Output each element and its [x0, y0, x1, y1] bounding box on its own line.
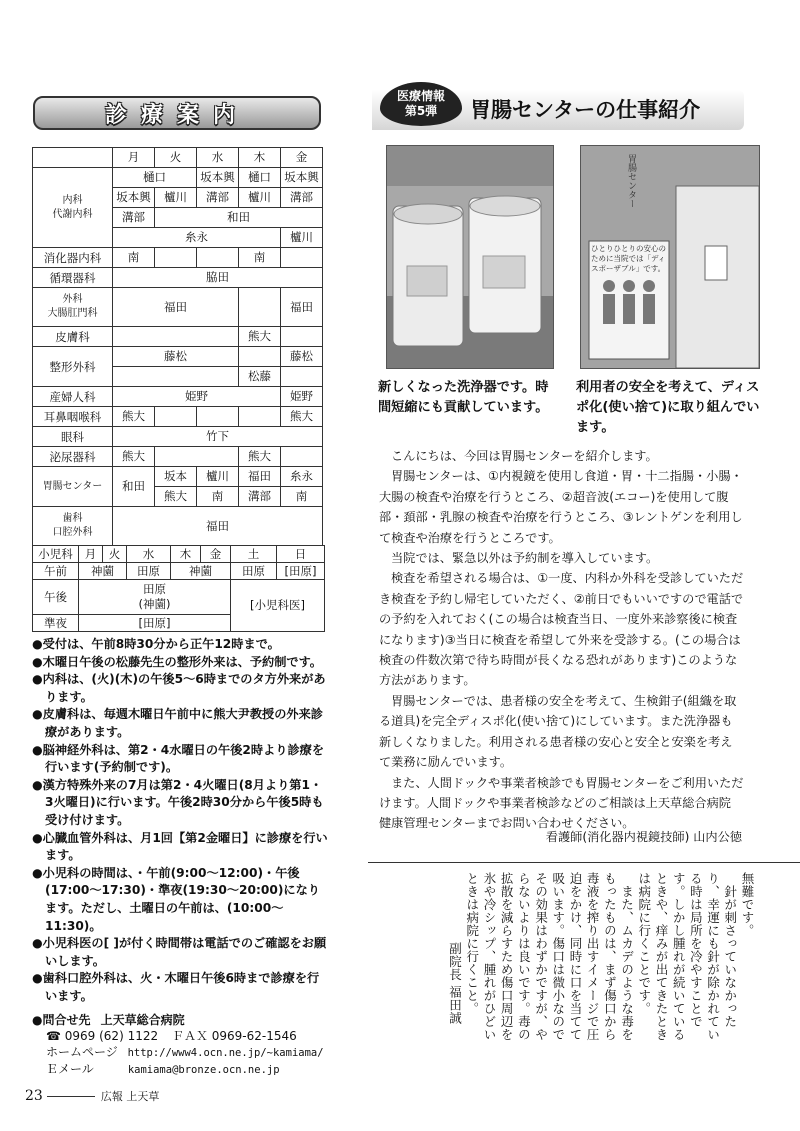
doctor-cell: 南 [239, 248, 281, 268]
doctor-cell: 南 [113, 248, 155, 268]
doctor-cell: 櫨川 [281, 228, 323, 248]
note-item: ●小児科医の[ ]が付く時間帯は電話でのご確認をお願いします。 [32, 936, 327, 968]
department-name: 歯科 [62, 513, 83, 524]
doctor-cell [281, 447, 323, 467]
doctor-cell: 熊大 [155, 487, 197, 507]
note-item: ●小児科の時間は、・午前(9:00～12:00)・午後(17:00～17:30)・準夜(19:30～20:00)になります。ただし、土曜日の午前は、(10:00～11:30)。 [32, 865, 320, 933]
pediatric-cell: 田原 [231, 563, 277, 580]
doctor-cell: 南 [281, 487, 323, 507]
doctor-cell: 櫨川 [155, 188, 197, 208]
department-name: 内科 [62, 194, 83, 206]
doctor-cell: 藤松 [281, 347, 323, 367]
doctor-cell: 溝部 [197, 188, 239, 208]
schedule-row [33, 507, 323, 546]
pediatric-pm-main: 田原 [143, 582, 166, 596]
footer-rule [47, 1096, 95, 1097]
article-paragraph: また、人間ドックや事業者検診でも胃腸センターをご利用いただけます。人間ドックや事業者検診などのご相談は上天草総合病院 健康管理センターまでお問い合わせください。 [379, 775, 744, 831]
doctor-cell: 松藤 [239, 367, 281, 387]
note-item: ●木曜日午後の松藤先生の整形外来は、予約制です。 [32, 654, 322, 669]
doctor-cell: 樋口 [113, 168, 197, 188]
doctor-cell [155, 248, 197, 268]
phone-line [32, 1028, 332, 1044]
email-link[interactable]: kamiama@bronze.ocn.ne.jp [127, 1064, 280, 1076]
weekday-header: 水 [197, 148, 239, 168]
doctor-cell: 南 [197, 487, 239, 507]
department-cell [33, 467, 113, 507]
department-cell [33, 447, 113, 467]
article-signature: 看護師(消化器内視鏡技師) 山内公徳 [545, 830, 742, 844]
doctor-cell: 和田 [155, 208, 323, 228]
pediatric-cell: 田原 [127, 563, 171, 580]
doctor-cell: 樋口 [239, 168, 281, 188]
doctor-cell: 溝部 [281, 188, 323, 208]
homepage-label: ホームページ [46, 1045, 118, 1059]
doctor-cell: 福田 [113, 507, 323, 546]
article-title: 胃腸センターの仕事紹介 [470, 98, 701, 122]
contact-block [32, 1012, 332, 1078]
doctor-cell: 姫野 [281, 387, 323, 407]
department-name: 胃腸センター [42, 480, 103, 492]
note-item: ●脳神経外科は、第2・4水曜日の午後2時より診療を行います(予約制です)。 [32, 742, 325, 775]
pediatric-cell: 神薗 [171, 563, 231, 580]
doctor-cell: 竹下 [113, 427, 323, 447]
publication-name: 広報 上天草 [100, 1090, 160, 1103]
doctor-cell: 櫨川 [239, 188, 281, 208]
article-paragraph: こんにちは、今回は胃腸センターを紹介します。 [391, 449, 658, 463]
doctor-cell: 姫野 [113, 387, 281, 407]
department-name: 眼科 [61, 429, 84, 444]
pediatric-pm-cell [79, 580, 231, 615]
note-item: ●内科は、(火)(木)の午後5～6時までのタ方外来があります。 [32, 672, 326, 704]
note-item: ●漢方特殊外来の7月は第2・4火曜日(8月より第1・3火曜日)に行います。午後2時30分から午後5時も受け付けます。 [32, 777, 324, 827]
homepage-link[interactable]: http://www4.ocn.ne.jp/~kamiama/ [127, 1047, 324, 1059]
doctor-cell: 脇田 [113, 268, 323, 288]
pediatric-title: 小児科 [33, 546, 79, 563]
department-cell [33, 387, 113, 407]
pediatric-night-label: 準夜 [33, 615, 79, 632]
pediatric-night-cell: [田原] [79, 615, 231, 632]
department-name: 口腔外科 [52, 527, 93, 538]
doctor-cell: 糸永 [281, 467, 323, 487]
doctor-cell: 熊大 [239, 447, 281, 467]
weekday-header: 金 [281, 148, 323, 168]
doctor-cell [239, 407, 281, 427]
schedule-header-row [33, 148, 323, 168]
schedule-row [33, 248, 323, 268]
doctor-cell: 溝部 [239, 487, 281, 507]
department-name: 循環器科 [49, 270, 96, 285]
hospital-name: 上天草総合病院 [100, 1013, 185, 1027]
doctor-cell: 坂本興 [281, 168, 323, 188]
department-cell [33, 168, 113, 248]
disposable-photo [580, 145, 760, 369]
center-sign: 胃腸センター [626, 154, 636, 208]
schedule-table [32, 147, 323, 546]
section-title: 診療案内 [104, 102, 249, 128]
pediatric-weekday: 火 [103, 546, 127, 563]
doctor-cell [281, 367, 323, 387]
doctor-cell [197, 407, 239, 427]
fax-number: ＦＡＸ 0969-62-1546 [171, 1029, 297, 1043]
doctor-cell [197, 248, 239, 268]
schedule-row [33, 467, 323, 487]
pediatric-weekday: 水 [127, 546, 171, 563]
schedule-row [33, 168, 323, 188]
weekday-header: 月 [113, 148, 155, 168]
doctor-cell: 熊大 [239, 327, 281, 347]
note-item: ●歯科口腔外科は、火・木曜日午後6時まで診療を行います。 [32, 971, 320, 1003]
vertical-column [386, 872, 756, 1052]
notes-list [32, 636, 330, 1005]
department-name: 外科 [62, 294, 83, 305]
doctor-cell: 熊大 [113, 447, 155, 467]
schedule-table-wrapper [32, 147, 323, 546]
schedule-row [33, 427, 323, 447]
doctor-cell: 和田 [113, 467, 155, 507]
pediatric-weekday: 金 [201, 546, 231, 563]
pediatric-pm-weekend: [小児科医] [231, 580, 325, 632]
contact-label: ●問合せ先 [32, 1013, 91, 1027]
doctor-cell: 溝部 [113, 208, 155, 228]
department-name: 皮膚科 [55, 329, 90, 344]
pediatric-weekday: 木 [171, 546, 201, 563]
doctor-cell: 糸永 [113, 228, 281, 248]
doctor-cell: 福田 [281, 288, 323, 327]
doctor-cell: 坂本 [155, 467, 197, 487]
department-name: 代謝内科 [52, 208, 93, 220]
doctor-cell: 福田 [113, 288, 239, 327]
department-name: 大腸肛門科 [47, 308, 98, 319]
pediatric-pm-row [33, 580, 325, 615]
email-label: Ｅメール [46, 1062, 94, 1076]
department-name: 消化器内科 [43, 250, 102, 265]
doctor-cell [281, 327, 323, 347]
pediatric-cell: [田原] [277, 563, 325, 580]
pediatric-header-row [33, 546, 325, 563]
doctor-cell [113, 367, 239, 387]
phone-number: ☎ 0969 (62) 1122 [46, 1029, 159, 1043]
vertical-paragraph: 針が刺さっていなかったり、幸運にも針が除かれている時は局所を冷やすことです。しかし腫れが続いているときや、痒みが出てきたときは病院に行くことです。 [636, 872, 738, 1041]
vertical-text [386, 872, 756, 1042]
article-paragraph: 当院では、緊急以外は予約制を導入しています。 [391, 551, 659, 566]
department-name: 泌尿器科 [49, 449, 96, 464]
department-cell [33, 248, 113, 268]
article-paragraph: 胃腸センターは、①内視鏡を使用し食道・胃・十二指腸・小腸・大腸の検査や治療を行うところ、②超音波(エコー)を使用して腹部・頚部・乳腺の検査や治療を行うところ、③レントゲンを利用して検査や治療を行うところです。 [379, 469, 743, 545]
email-line [32, 1061, 332, 1078]
note-item: ●心臓血管外科は、月1回【第2金曜日】に診療を行います。 [32, 830, 328, 863]
doctor-cell [239, 288, 281, 327]
doctor-cell [239, 347, 281, 367]
schedule-corner-cell [33, 148, 113, 168]
department-cell [33, 407, 113, 427]
vertical-signature: 副院長 福田誠 [447, 942, 463, 1025]
pediatric-cell: 神薗 [79, 563, 127, 580]
schedule-row [33, 347, 323, 367]
section-divider [368, 862, 800, 863]
weekday-header: 火 [155, 148, 197, 168]
pediatric-pm-sub: (神薗) [138, 597, 171, 611]
note-item: ●皮膚科は、毎週木曜日午前中に熊大尹教授の外来診療があります。 [32, 707, 323, 739]
washer-caption: 新しくなった洗浄器です。時間短縮にも貢献しています。 [378, 380, 549, 415]
washer-photo [386, 145, 554, 369]
page-footer [25, 1088, 159, 1104]
doctor-cell: 熊大 [113, 407, 155, 427]
department-cell [33, 507, 113, 546]
department-cell [33, 347, 113, 387]
pediatric-pm-label: 午後 [33, 580, 79, 615]
pediatric-weekday: 土 [231, 546, 277, 563]
schedule-row [33, 407, 323, 427]
doctor-cell: 櫨川 [197, 467, 239, 487]
article-paragraph: 胃腸センターでは、患者様の安全を考えて、生検鉗子(組織を取る道具)を完全ディスポ化(使い捨て)にしています。また洗浄器も新しくなりました。利用される患者様の安心と安全と安楽を考えて業務に励んでいます。 [379, 693, 737, 770]
washer-illustration [387, 146, 553, 368]
doctor-cell: 熊大 [281, 407, 323, 427]
vertical-paragraph: 無難です。 [740, 872, 755, 937]
department-cell [33, 268, 113, 288]
department-name: 産婦人科 [49, 389, 96, 404]
note-item: ●受付は、午前8時30分から正午12時まで。 [32, 637, 280, 651]
doctor-cell: 坂本興 [113, 188, 155, 208]
pediatric-table [32, 545, 325, 632]
pediatric-weekday: 日 [277, 546, 325, 563]
doctor-cell: 藤松 [113, 347, 239, 367]
schedule-row [33, 387, 323, 407]
doctor-cell: 坂本興 [197, 168, 239, 188]
pediatric-am-row [33, 563, 325, 580]
department-cell [33, 327, 113, 347]
department-name: 整形外科 [49, 359, 96, 374]
doctor-cell [113, 327, 239, 347]
schedule-row [33, 268, 323, 288]
weekday-header: 木 [239, 148, 281, 168]
poster-text: ひとりひとりの安心のために当院では「ディスポーザブル」です。 [591, 244, 666, 273]
vertical-paragraph: また、ムカデのような毒をもったものは、まず傷口から毒液を搾り出すイメージで圧迫をかけ、同時に口を当てて吸います。傷口は微小なのでその効果はわずかですが、やらないよりは良いです。毒の拡散を減らすため傷口周辺を氷や冷シップ、腫れがひどいときは病院に行くこと。 [464, 872, 635, 1041]
disposable-caption: 利用者の安全を考えて、ディスポ化(使い捨て)に取り組んでいます。 [576, 380, 760, 435]
department-cell [33, 427, 113, 447]
doctor-cell [281, 248, 323, 268]
schedule-row [33, 447, 323, 467]
homepage-line [32, 1044, 332, 1061]
doctor-cell [155, 407, 197, 427]
doctor-cell: 福田 [239, 467, 281, 487]
pediatric-table-wrapper [32, 545, 325, 632]
doctor-cell [155, 447, 239, 467]
article-body [379, 446, 744, 834]
pediatric-am-label: 午前 [33, 563, 79, 580]
schedule-row [33, 327, 323, 347]
series-badge [380, 82, 462, 126]
badge-line2: 第5弾 [404, 104, 438, 118]
department-cell [33, 288, 113, 327]
department-name: 耳鼻咽喉科 [43, 409, 102, 424]
pediatric-weekday: 月 [79, 546, 103, 563]
contact-heading [32, 1012, 332, 1028]
badge-line1: 医療情報 [396, 89, 445, 103]
schedule-row [33, 288, 323, 327]
page-number: 23 [25, 1088, 43, 1104]
section-title-banner [33, 96, 321, 130]
article-paragraph: 検査を希望される場合は、①一度、内科か外科を受診していただき検査を予約し帰宅していただく、②前日でもいいですので電話での予約を入れておく(この場合は検査当日、一度外来診察後に検査になります)③当日に検査を希望して外来を受診する。(この場合は検査の件数次第で待ち時間が長くなる恐れがあります)このような方法があります。 [379, 571, 744, 688]
